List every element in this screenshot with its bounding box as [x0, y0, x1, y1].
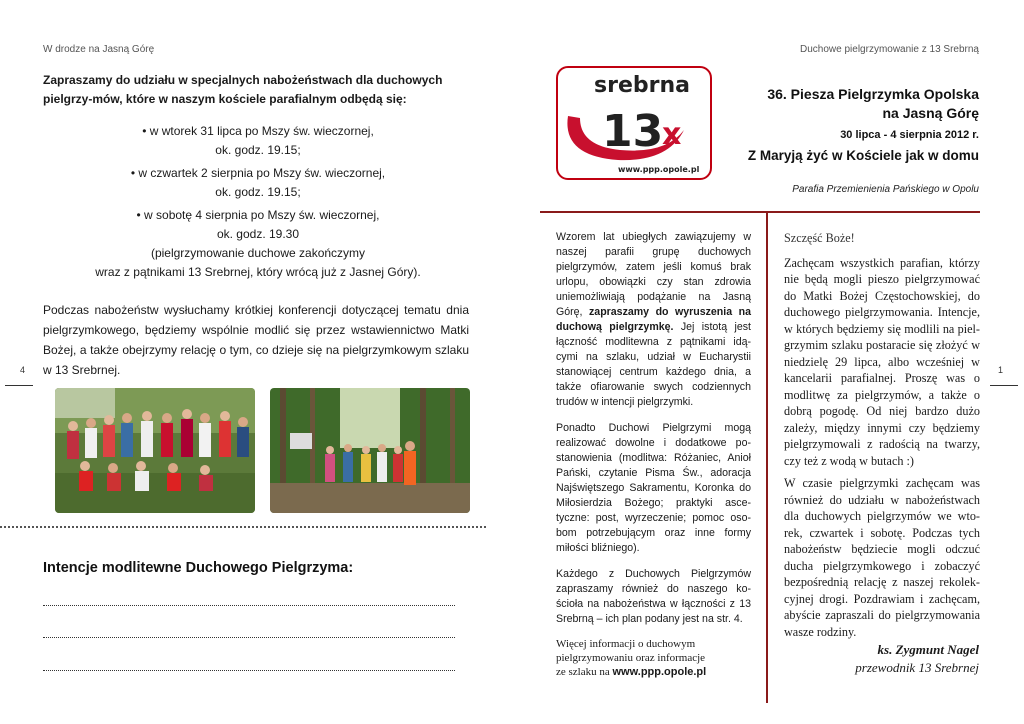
intention-line-3[interactable] [43, 670, 455, 671]
logo-url: www.ppp.opole.pl [618, 165, 700, 174]
invitation-paragraph [556, 230, 751, 410]
service-1-line1: • w wtorek 31 lipca po Mszy św. wieczornej, [142, 124, 374, 138]
header-rule [540, 211, 980, 213]
intention-line-1[interactable] [43, 605, 455, 606]
letter-paragraph-2: W czasie pielgrzymki zachęcam was również do udziału w nabożeństwach dla duchowych pielgrzymów we wto-rek, czwartek i sobotę. Podczas tych nabożeństw będziecie mogli odczuć ducha pielgrzymkowego i zobaczyć bezpośrednią relację z naszej rekolek-cyjnej drogi. Pozdrawiam i zachęcam, abyście zapraszali do pielgrzymowania wasze rodziny. [784, 476, 980, 639]
invitation-text-bold: zapraszamy do wyruszenia na duchową pielgrzymkę. [556, 306, 751, 333]
service-3-line2: ok. godz. 19.30 [216, 227, 300, 241]
more-info-line2: pielgrzymowaniu oraz informacje [556, 652, 706, 664]
pastor-letter [784, 230, 980, 646]
services-intro: Zapraszamy do udziału w specjalnych nabożeństwach dla duchowych pielgrzy-mów, które w naszym kościele parafialnym odbędą się: [43, 73, 443, 106]
side-rule-left [5, 385, 33, 386]
service-item-1 [43, 122, 473, 160]
service-1-line2: ok. godz. 19.15; [215, 143, 301, 157]
service-closing-note2: wraz z pątnikami 13 Srebrnej, który wrócą już z Jasnej Góry). [95, 265, 421, 279]
srebrna-13-logo [556, 66, 712, 180]
logo-number: 13 [602, 106, 664, 157]
service-2-line1: • w czwartek 2 sierpnia po Mszy św. wieczornej, [130, 166, 386, 180]
more-info-line1: Więcej informacji o duchowym [556, 638, 696, 650]
more-info-line3: ze szlaku na [556, 666, 613, 678]
signature-name: ks. Zygmunt Nagel [877, 642, 979, 657]
more-info-note [556, 637, 756, 679]
service-item-2 [43, 164, 473, 202]
service-3-line1: • w sobotę 4 sierpnia po Mszy św. wieczornej, [136, 208, 380, 222]
pilgrims-forest-photo [270, 388, 470, 513]
letter-greeting: Szczęść Boże! [784, 231, 855, 245]
intentions-title: Intencje modlitewne Duchowego Pielgrzyma: [43, 560, 354, 576]
section-divider [0, 526, 486, 528]
duchowa-pielgrzymka-column [556, 230, 751, 638]
invitation-text-b: Jej istotą jest łączność modlitewna z pątnikami idą-cymi na szlaku, udział w Eucharystii stanowiącej centrum każdego dnia, a także ofiarowanie swych codziennych trudów w intencji pielgrzymki. [556, 321, 751, 408]
service-2-line2: ok. godz. 19.15; [215, 185, 301, 199]
parish-name: Parafia Przemienienia Pańskiego w Opolu [792, 184, 979, 195]
pilgrimage-dates: 30 lipca - 4 sierpnia 2012 r. [840, 129, 979, 141]
running-header-right: Duchowe pielgrzymowanie z 13 Srebrną [800, 44, 979, 55]
column-divider [766, 211, 768, 703]
side-rule-right [990, 385, 1018, 386]
logo-mark: x [662, 117, 682, 152]
pilgrims-group-photo [55, 388, 255, 513]
page-number-left: 4 [20, 365, 26, 375]
service-closing-note1: (pielgrzymowanie duchowe zakończymy [150, 246, 366, 260]
pilgrimage-motto: Z Maryją żyć w Kościele jak w domu [747, 148, 979, 163]
pilgrimage-title-line2: na Jasną Górę [882, 105, 979, 121]
resolutions-paragraph: Ponadto Duchowi Pielgrzymi mogą realizować dowolne i dodatkowe po-stanowienia (modlitwa: Różaniec, Anioł Pański, czytanie Pisma Św., adoracja Najświętszego Sakramentu, Koronka do Miłosierdzia Bożego; praktyki asce-tyczne: post, wyrzeczenie; pomoc oso-bom potrzebującym oraz inne formy miłości bliźniego). [556, 422, 751, 554]
church-invitation-paragraph: Każdego z Duchowych Pielgrzymów zapraszamy również do naszego ko-ścioła na nabożeństwa w łączności z 13 Srebrną – ich plan podany jest na str. 4. [556, 568, 751, 625]
services-description: Podczas nabożeństw wysłuchamy krótkiej konferencji dotyczącej tematu dnia pielgrzymkowego, będziemy wspólnie modlić się przez wstawiennictwo Matki Bożej, a także obejrzymy relację o tym, co dzieje się na pielgrzymkowym szlaku w 13 Srebrnej. [43, 303, 469, 377]
service-item-3 [43, 206, 473, 282]
pilgrimage-title-line1: 36. Piesza Pielgrzymka Opolska [767, 86, 979, 102]
page-number-right: 1 [998, 365, 1004, 375]
invitation-text-a: Wzorem lat ubiegłych zawiązujemy w naszej parafii grupę duchowych pielgrzymów, zatem jeśli komuś brak urlopu, obowiązki czy stan zdrowia uniemożliwiają podążanie na Jasną Górę, [556, 231, 751, 318]
letter-paragraph-1: Zachęcam wszystkich parafian, którzy nie będą mogli pieszo pielgrzymować do Matki Bożej Częstochowskiej, do duchowego pielgrzymowania. Intencje, w których będziemy się modlili na piel-grzymim szlaku postaracie się złożyć w niedzielę 29 lipca, albo wcześniej w kancelarii parafialnej. Proszę was o modlitwę za pielgrzymów, a także o dobrą pogodę. Od niej bardzo dużo zależy, między innymi czy będziemy pielgrzymowali z radością na twarzy, czy też z wodą w butach :) [784, 255, 980, 468]
running-header-left: W drodze na Jasną Górę [43, 44, 155, 55]
intention-line-2[interactable] [43, 637, 455, 638]
logo-word: srebrna [594, 73, 690, 98]
more-info-link[interactable]: www.ppp.opole.pl [612, 666, 707, 678]
signature-role: przewodnik 13 Srebrnej [855, 660, 979, 675]
